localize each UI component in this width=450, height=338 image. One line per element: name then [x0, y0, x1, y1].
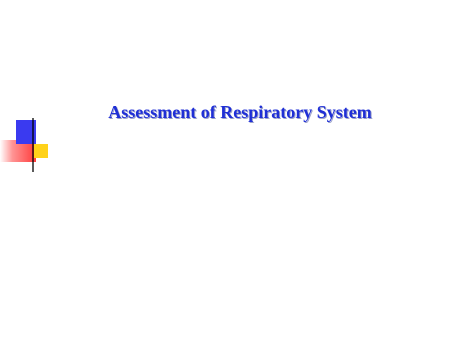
yellow-square	[34, 144, 48, 158]
slide-title: Assessment of Respiratory System	[108, 102, 372, 122]
